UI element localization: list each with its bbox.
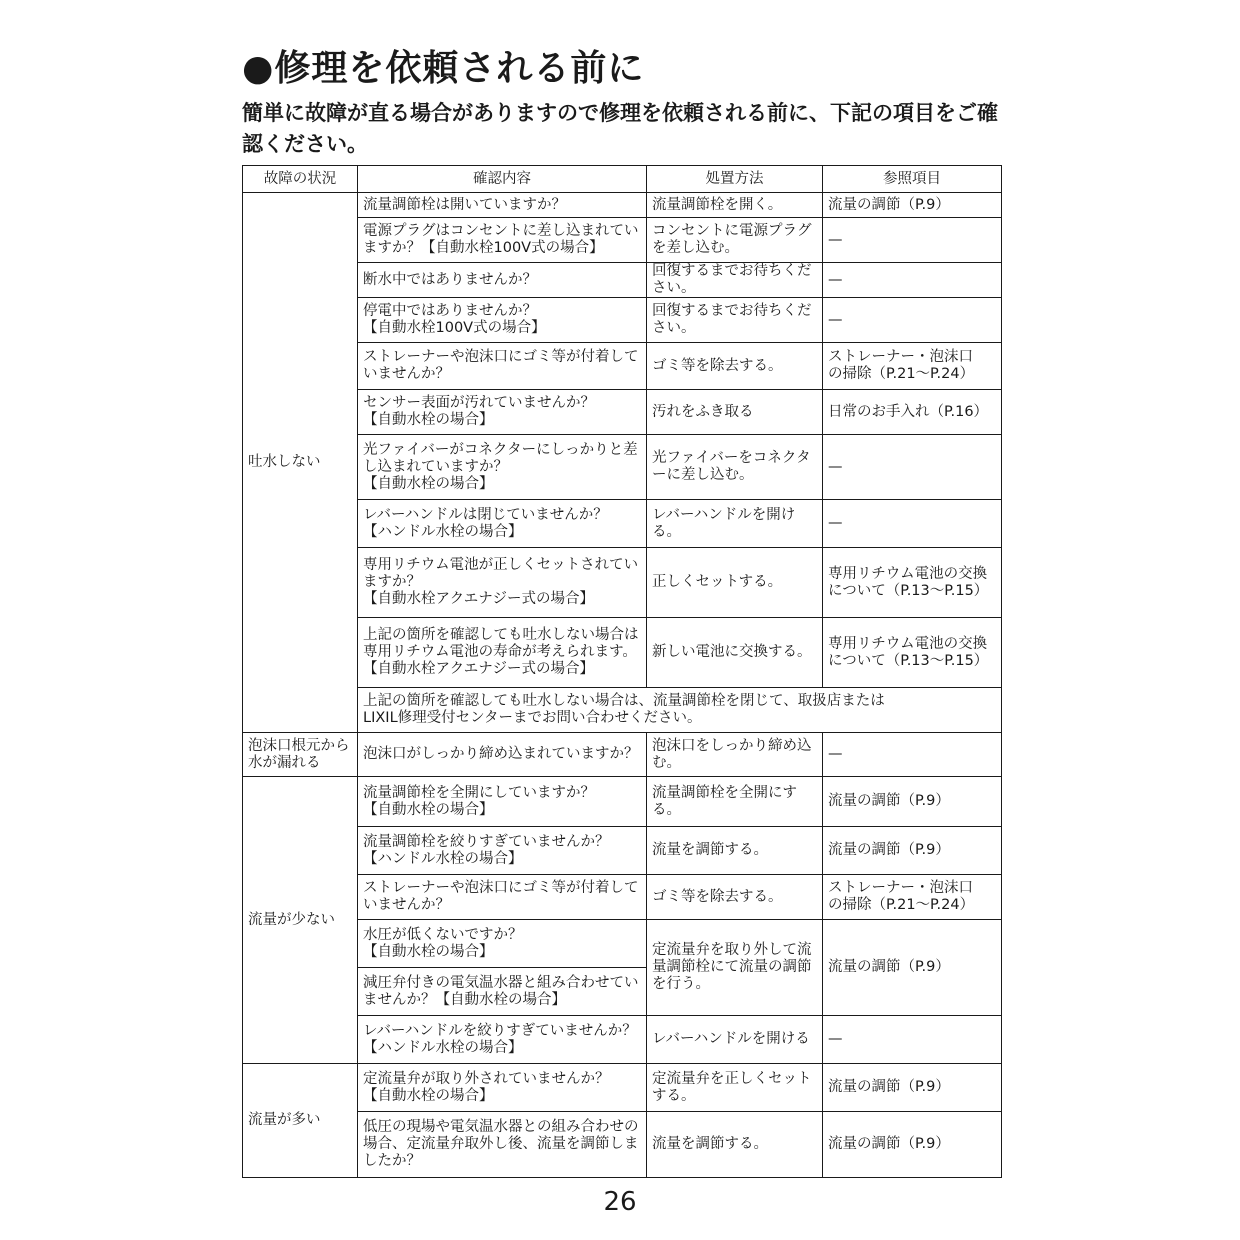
check-cell: 上記の箇所を確認しても吐水しない場合は専用リチウム電池の寿命が考えられます。 【自動水栓アクエナジー式の場合】 [358,618,647,688]
action-cell: 光ファイバーをコネクターに差し込む。 [647,435,823,500]
note-cell: 上記の箇所を確認しても吐水しない場合は、流量調節栓を閉じて、取扱店または LIXIL修理受付センターまでお問い合わせください。 [358,688,1002,733]
troubleshooting-table [242,165,1002,1178]
check-cell: センサー表面が汚れていませんか？ 【自動水栓の場合】 [358,390,647,435]
table-row [243,777,1002,827]
check-cell: 電源プラグはコンセントに差し込まれていますか？【自動水栓100V式の場合】 [358,218,647,263]
symptom-cell: 流量が少ない [243,777,358,1064]
check-cell: 流量調節栓を全開にしていますか？ 【自動水栓の場合】 [358,777,647,827]
check-cell: 減圧弁付きの電気温水器と組み合わせていませんか？【自動水栓の場合】 [358,968,647,1016]
check-cell: ストレーナーや泡沫口にゴミ等が付着していませんか？ [358,875,647,920]
header-reference: 参照項目 [823,166,1002,193]
action-cell: 新しい電池に交換する。 [647,618,823,688]
header-symptom: 故障の状況 [243,166,358,193]
action-cell: 流量調節栓を全開にする。 [647,777,823,827]
action-cell: 定流量弁を正しくセットする。 [647,1064,823,1112]
reference-cell: 専用リチウム電池の交換について（P.13〜P.15） [823,548,1002,618]
check-cell: レバーハンドルを絞りすぎていませんか？ 【ハンドル水栓の場合】 [358,1016,647,1064]
check-cell: ストレーナーや泡沫口にゴミ等が付着していませんか？ [358,343,647,390]
check-cell: 低圧の現場や電気温水器との組み合わせの場合、定流量弁取外し後、流量を調節しましたか？ [358,1112,647,1178]
check-cell: 定流量弁が取り外されていませんか？ 【自動水栓の場合】 [358,1064,647,1112]
reference-cell: — [823,263,1002,298]
reference-cell: — [823,435,1002,500]
action-cell: 汚れをふき取る [647,390,823,435]
reference-cell: 流量の調節（P.9） [823,1064,1002,1112]
symptom-cell: 吐水しない [243,193,358,733]
reference-cell: 流量の調節（P.9） [823,920,1002,1016]
reference-cell: — [823,298,1002,343]
action-cell: 流量調節栓を開く。 [647,193,823,218]
check-cell: 停電中ではありませんか？ 【自動水栓100V式の場合】 [358,298,647,343]
check-cell: 水圧が低くないですか？ 【自動水栓の場合】 [358,920,647,968]
check-cell: レバーハンドルは閉じていませんか？ 【ハンドル水栓の場合】 [358,500,647,548]
check-cell: 断水中ではありませんか？ [358,263,647,298]
action-cell: レバーハンドルを開ける [647,1016,823,1064]
action-cell: ゴミ等を除去する。 [647,875,823,920]
table-row [243,1064,1002,1112]
action-cell: 正しくセットする。 [647,548,823,618]
action-cell: 流量を調節する。 [647,827,823,875]
action-cell: 回復するまでお待ちください。 [647,263,823,298]
action-cell: 定流量弁を取り外して流量調節栓にて流量の調節を行う。 [647,920,823,1016]
header-action: 処置方法 [647,166,823,193]
table-row [243,193,1002,218]
reference-cell: 専用リチウム電池の交換について（P.13〜P.15） [823,618,1002,688]
reference-cell: ストレーナー・泡沫口 の掃除（P.21〜P.24） [823,343,1002,390]
reference-cell: 日常のお手入れ（P.16） [823,390,1002,435]
check-cell: 流量調節栓は開いていますか？ [358,193,647,218]
action-cell: 流量を調節する。 [647,1112,823,1178]
header-check: 確認内容 [358,166,647,193]
check-cell: 専用リチウム電池が正しくセットされていますか？ 【自動水栓アクエナジー式の場合】 [358,548,647,618]
action-cell: コンセントに電源プラグを差し込む。 [647,218,823,263]
reference-cell: 流量の調節（P.9） [823,777,1002,827]
check-cell: 光ファイバーがコネクターにしっかりと差し込まれていますか？ 【自動水栓の場合】 [358,435,647,500]
table-row [243,733,1002,777]
check-cell: 泡沫口がしっかり締め込まれていますか？ [358,733,647,777]
action-cell: 泡沫口をしっかり締め込む。 [647,733,823,777]
action-cell: レバーハンドルを開ける。 [647,500,823,548]
reference-cell: ストレーナー・泡沫口 の掃除（P.21〜P.24） [823,875,1002,920]
check-cell: 流量調節栓を絞りすぎていませんか？ 【ハンドル水栓の場合】 [358,827,647,875]
page-title: ●修理を依頼される前に [242,48,645,89]
reference-cell: — [823,218,1002,263]
symptom-cell: 泡沫口根元から水が漏れる [243,733,358,777]
reference-cell: — [823,1016,1002,1064]
symptom-cell: 流量が多い [243,1064,358,1178]
page-number: 26 [603,1187,637,1217]
intro-text: 簡単に故障が直る場合がありますので修理を依頼される前に、下記の項目をご確認ください。 [242,101,998,156]
action-cell: ゴミ等を除去する。 [647,343,823,390]
reference-cell: 流量の調節（P.9） [823,827,1002,875]
reference-cell: 流量の調節（P.9） [823,193,1002,218]
reference-cell: — [823,733,1002,777]
reference-cell: — [823,500,1002,548]
table-header-row [243,166,1002,193]
reference-cell: 流量の調節（P.9） [823,1112,1002,1178]
action-cell: 回復するまでお待ちください。 [647,298,823,343]
